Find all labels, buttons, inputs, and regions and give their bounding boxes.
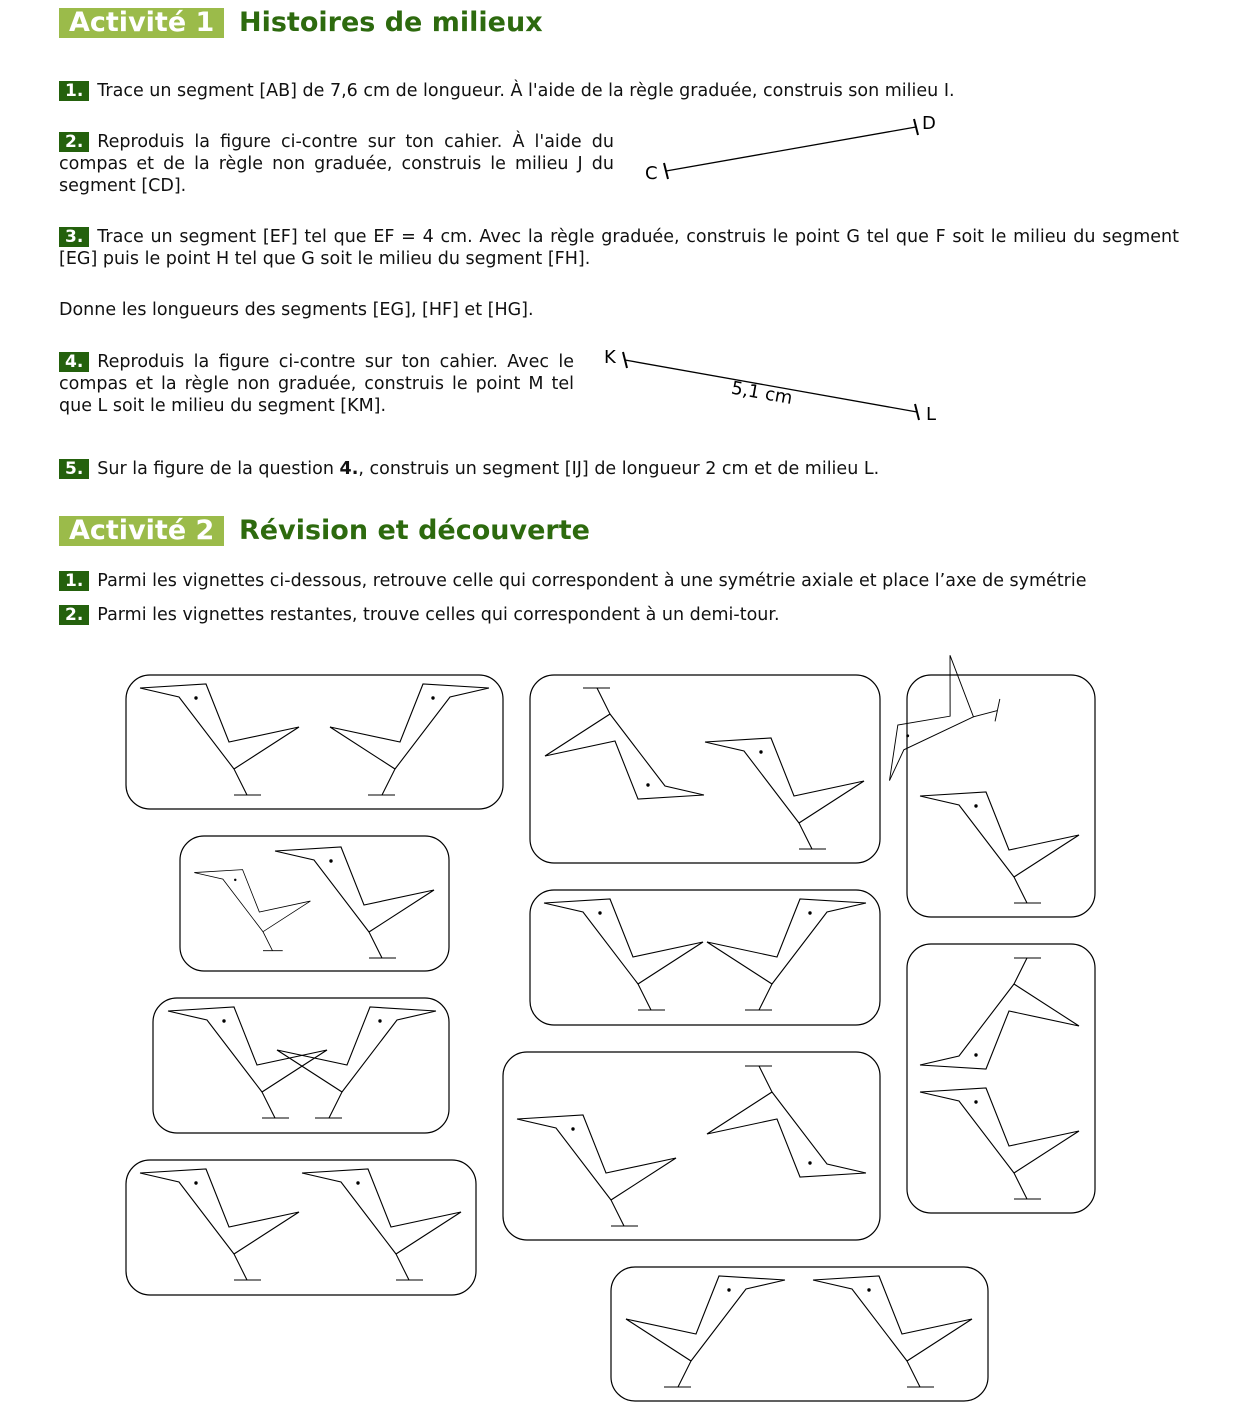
vignette-3[interactable] [153, 998, 449, 1133]
vignette-10[interactable] [611, 1267, 988, 1401]
vignette-8[interactable] [886, 648, 1095, 917]
question-text-end: , construis un segment [IJ] de longueur 2 cm et de milieu L. [358, 459, 880, 479]
question-number: 5. [59, 459, 89, 479]
vignette-6[interactable] [530, 890, 880, 1025]
question-number: 2. [59, 132, 89, 152]
segment-length-label: 5,1 cm [729, 377, 795, 410]
label-c: C [645, 163, 658, 184]
activity-1-title: Histoires de milieux [239, 7, 543, 38]
vignette-4[interactable] [126, 1160, 476, 1295]
activity-2-badge: Activité 2 [59, 516, 224, 546]
question-number: 3. [59, 227, 89, 247]
question-text: Parmi les vignettes restantes, trouve celles qui correspondent à un demi-tour. [97, 605, 780, 625]
question-number: 2. [59, 605, 89, 625]
question-text-start: Sur la figure de la question [97, 459, 340, 479]
label-k: K [604, 347, 616, 368]
question-text: Parmi les vignettes ci-dessous, retrouve celle qui correspondent à une symétrie axiale et place l’axe de symétrie [97, 571, 1087, 591]
label-d: D [922, 113, 936, 134]
label-l: L [926, 404, 937, 425]
vignette-5[interactable] [530, 675, 880, 863]
vignette-9[interactable] [907, 944, 1095, 1213]
question-number: 4. [59, 352, 89, 372]
vignette-1[interactable] [126, 675, 503, 809]
activity-2-title: Révision et découverte [239, 515, 590, 546]
question-number: 1. [59, 81, 89, 101]
vignette-7[interactable] [503, 1052, 880, 1240]
question-text: Trace un segment [EF] tel que EF = 4 cm. Avec la règle graduée, construis le point G tel que F soit le milieu du segment [EG] puis le point H tel que G soit le milieu du segment [FH]. [59, 227, 1179, 269]
a1-question-3-follow-up: Donne les longueurs des segments [EG], [HF] et [HG]. [59, 300, 534, 320]
question-text: Trace un segment [AB] de 7,6 cm de longueur. À l'aide de la règle graduée, construis son milieu I. [97, 81, 955, 101]
question-reference: 4. [339, 459, 359, 479]
question-text: Reproduis la figure ci-contre sur ton cahier. À l'aide du compas et de la règle non graduée, construis le milieu J du segment [CD]. [59, 132, 614, 196]
vignette-2[interactable] [180, 836, 449, 971]
question-number: 1. [59, 571, 89, 591]
activity-1-badge: Activité 1 [59, 8, 224, 38]
question-text: Reproduis la figure ci-contre sur ton cahier. Avec le compas et la règle non graduée, construis le point M tel que L soit le milieu du segment [KM]. [59, 352, 574, 416]
